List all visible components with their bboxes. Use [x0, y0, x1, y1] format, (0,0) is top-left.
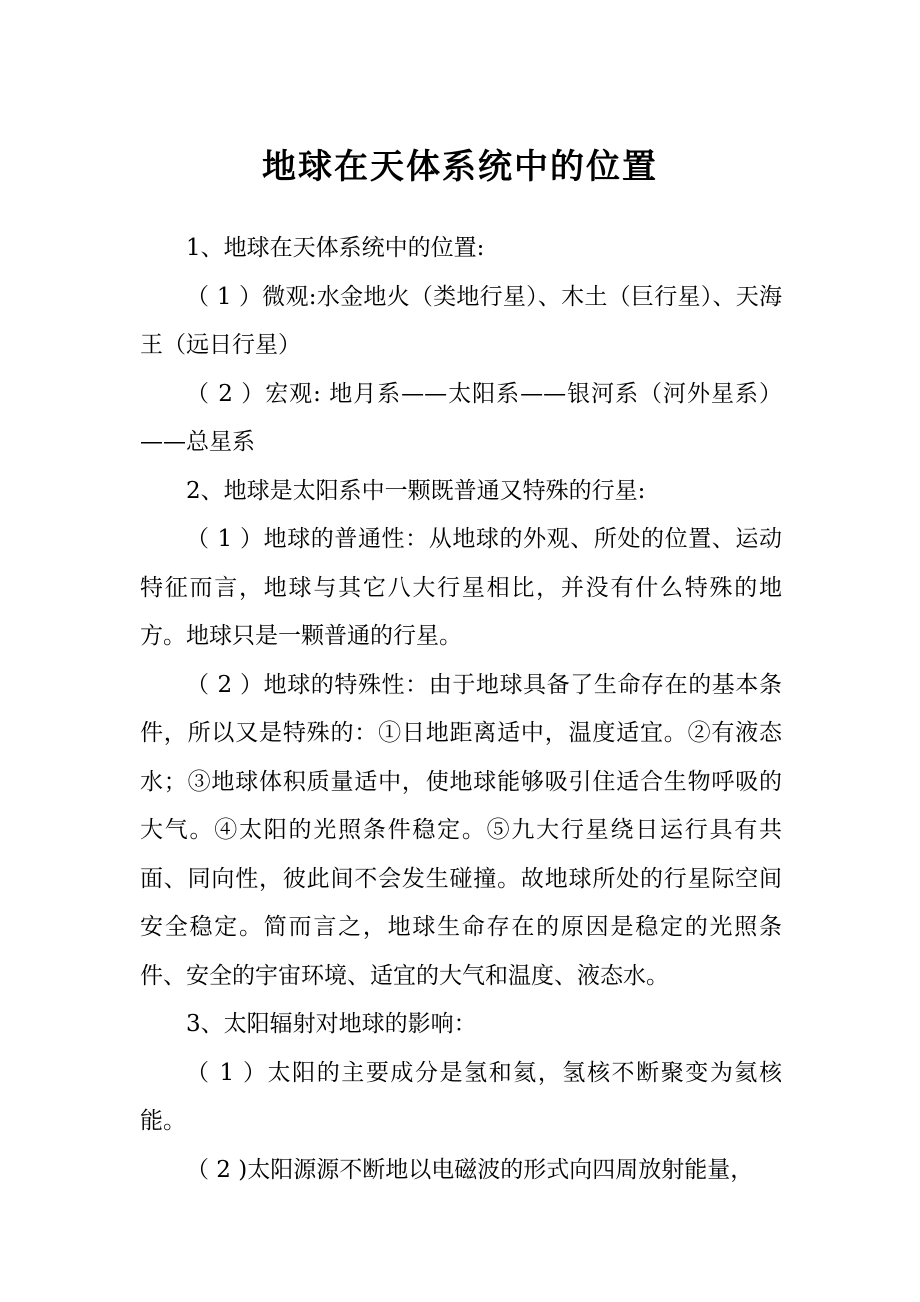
paragraph-6: （ 2 ）地球的特殊性：由于地球具备了生命存在的基本条件，所以又是特殊的：①日地距离适中，温度适宜。②有液态水；③地球体积质量适中，使地球能够吸引住适合生物呼吸的大气。④太阳的光照条件稳定。⑤九大行星绕日运行具有共面、同向性，彼此间不会发生碰撞。故地球所处的行星际空间安全稳定。简而言之，地球生命存在的原因是稳定的光照条件、安全的宇宙环境、适宜的大气和温度、液态水。: [140, 671, 782, 989]
document-title: 地球在天体系统中的位置: [262, 147, 658, 187]
paragraph-7: 3、太阳辐射对地球的影响：: [186, 1011, 477, 1037]
paragraph-3: （ 2 ）宏观: 地月系——太阳系——银河系（河外星系）——总星系: [140, 380, 782, 455]
paragraph-4: 2、地球是太阳系中一颗既普通又特殊的行星:: [186, 477, 646, 504]
paragraph-1: 1、地球在天体系统中的位置:: [186, 235, 485, 261]
paragraph-5: （ 1 ）地球的普通性：从地球的外观、所处的位置、运动特征而言，地球与其它八大行星相比，并没有什么特殊的地方。地球只是一颗普通的行星。: [140, 526, 782, 649]
paragraph-8: （ 1 ）太阳的主要成分是氢和氦，氢核不断聚变为氦核能。: [140, 1059, 782, 1134]
paragraph-9: （ 2 )太阳源源不断地以电磁波的形式向四周放射能量，: [186, 1156, 754, 1183]
paragraph-2: （ 1 ）微观:水金地火（类地行星）、木土（巨行星）、天海王（远日行星）: [140, 283, 782, 358]
document-body: [140, 224, 782, 1194]
